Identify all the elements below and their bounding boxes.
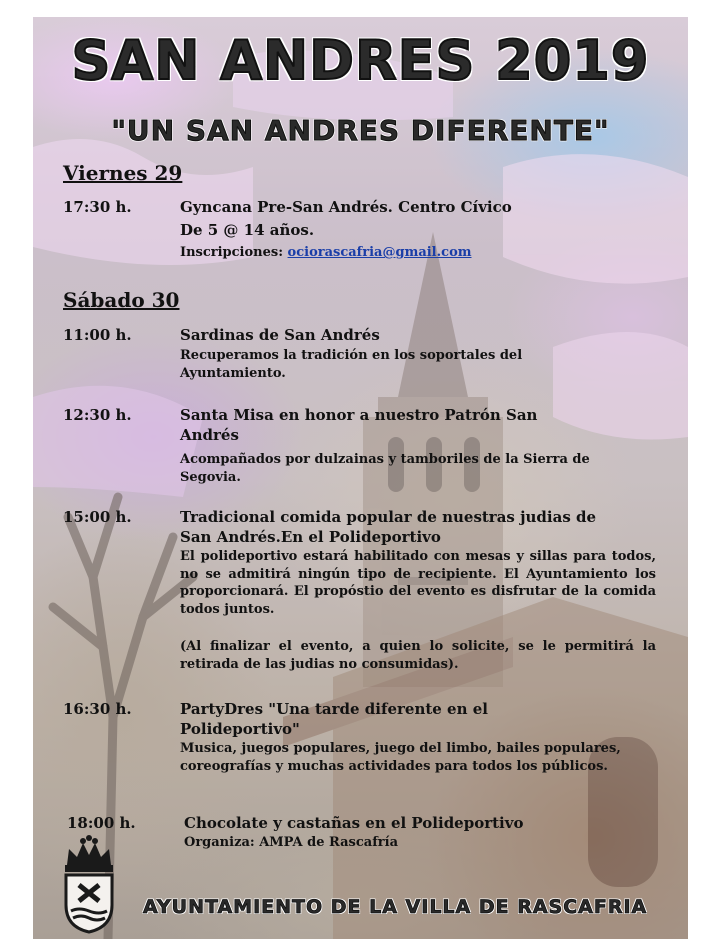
coat-of-arms-icon	[59, 835, 119, 935]
event-age-range: De 5 @ 14 años.	[180, 221, 315, 239]
event-title: Gyncana Pre-San Andrés. Centro Cívico	[180, 198, 512, 216]
event-time: 16:30 h.	[63, 700, 132, 718]
event-title: Sardinas de San Andrés	[180, 326, 380, 344]
event-description: Organiza: AMPA de Rascafría	[184, 835, 398, 850]
event-time: 11:00 h.	[63, 326, 132, 344]
event-description: El polideportivo estará habilitado con mesas y sillas para todos, no se admitirá ningún tipo de recipiente. El Ayuntamiento los proporcionará. El propóstio del evento es disfrutar de la comida todos juntos.	[180, 549, 656, 617]
registration-label: Inscripciones:	[180, 245, 284, 260]
day-heading-saturday: Sábado 30	[63, 288, 180, 312]
event-description: Recuperamos la tradición en los soportales del Ayuntamiento.	[180, 348, 523, 381]
event-time: 17:30 h.	[63, 198, 132, 216]
event-title: Tradicional comida popular de nuestras judias de San Andrés.En el Polideportivo	[180, 508, 597, 546]
event-registration	[180, 244, 656, 262]
day-heading-friday: Viernes 29	[63, 161, 183, 185]
footer-organizer: AYUNTAMIENTO DE LA VILLA DE RASCAFRIA	[143, 896, 648, 918]
poster-title: SAN ANDRES 2019	[71, 29, 650, 92]
poster-subtitle: "UN SAN ANDRES DIFERENTE"	[111, 114, 610, 147]
event-note: (Al finalizar el evento, a quien lo solicite, se le permitirá la retirada de las judias no consumidas).	[180, 639, 656, 672]
event-title: Chocolate y castañas en el Polideportivo	[184, 814, 524, 832]
event-title: PartyDres "Una tarde diferente en el Polideportivo"	[180, 700, 488, 738]
registration-email-link[interactable]: ociorascafria@gmail.com	[287, 245, 472, 260]
event-title: Santa Misa en honor a nuestro Patrón San Andrés	[180, 406, 538, 444]
event-time: 15:00 h.	[63, 508, 132, 526]
event-description: Acompañados por dulzainas y tamboriles de la Sierra de Segovia.	[180, 452, 590, 485]
event-time: 12:30 h.	[63, 406, 132, 424]
event-poster	[33, 17, 688, 939]
event-description: Musica, juegos populares, juego del limbo, bailes populares, coreografías y muchas actividades para todos los públicos.	[180, 741, 621, 774]
event-time: 18:00 h.	[67, 814, 136, 832]
